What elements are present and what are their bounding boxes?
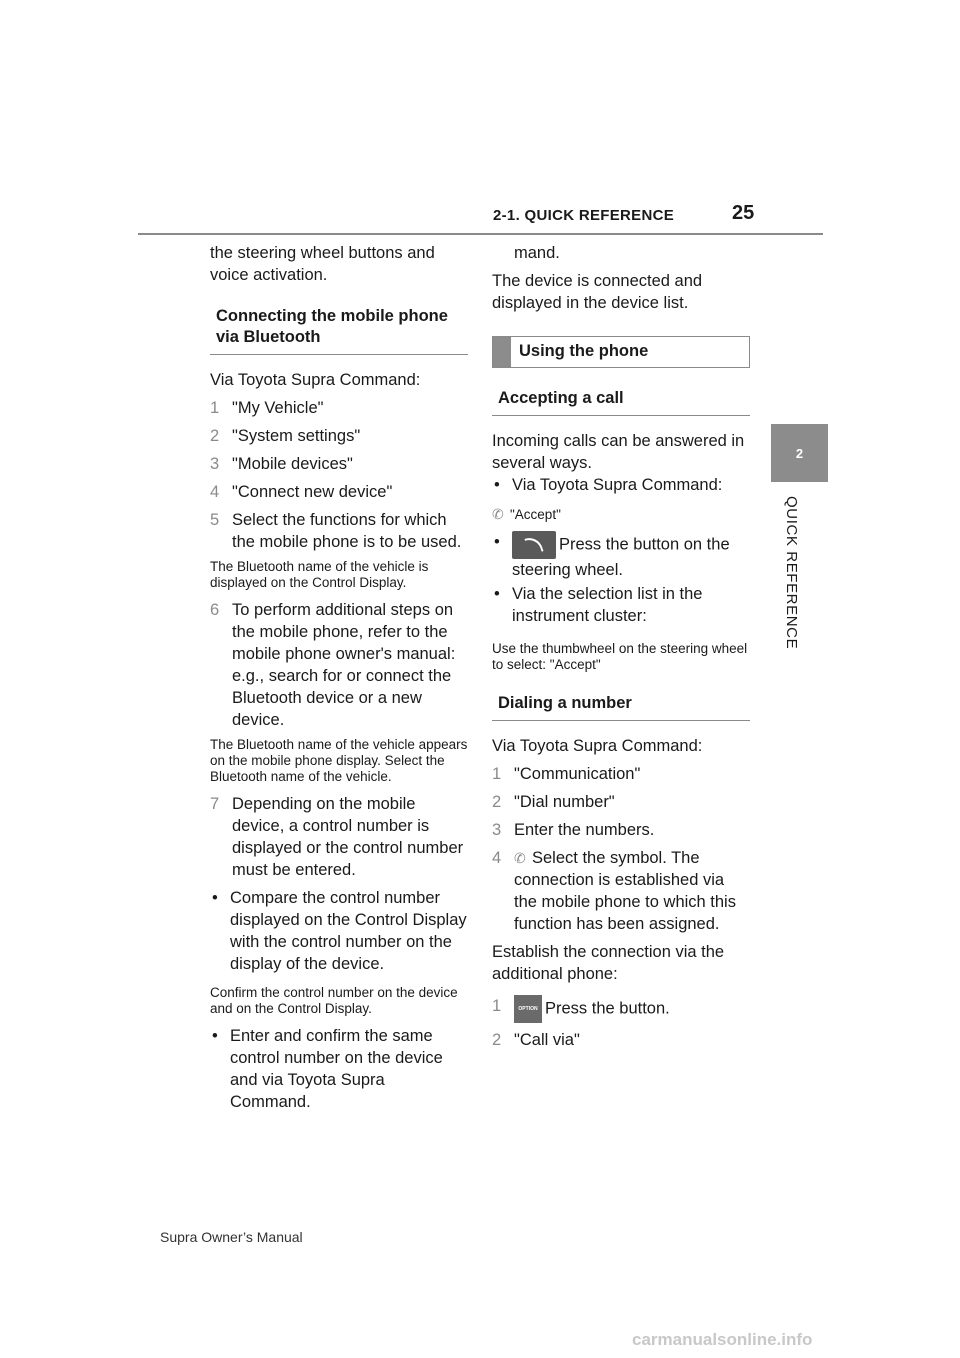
right-column [492, 242, 750, 1057]
watermark: carmanualsonline.info [632, 1330, 813, 1349]
using-phone-heading: Using the phone [519, 342, 649, 360]
accept-text: Incoming calls can be answered in several ways. [492, 432, 745, 472]
phone-icon: ✆ [514, 850, 526, 866]
section-heading-box [492, 336, 750, 368]
accept-call-heading: Accepting a call [492, 382, 750, 416]
phone-icon: ✆ [492, 506, 504, 522]
step-item: 2 "Call via" [492, 1031, 580, 1049]
chapter-side-label: QUICK REFERENCE [783, 496, 800, 650]
establish-text: Establish the connection via the additional phone: [492, 943, 725, 983]
step-item: 6 To perform additional steps on the mobile phone, refer to the mobile phone owner's manual: e.g., search for or connect the Bluetooth device or a new device. [210, 601, 456, 729]
step-item: 2 "System settings" [210, 427, 361, 445]
intro-text: the steering wheel buttons and voice activation. [210, 244, 435, 284]
bullet-item: • Press the button on the steering wheel. [494, 533, 730, 579]
heading-bar [493, 337, 511, 367]
step-item: 1 OPTION Press the button. [492, 995, 750, 1023]
step-item: 1 "Communication" [492, 765, 641, 783]
note-text: The Bluetooth name of the vehicle is displayed on the Control Display. [210, 559, 429, 590]
step-item: 1 "My Vehicle" [210, 399, 324, 417]
step-item: 4 "Connect new device" [210, 483, 393, 501]
option-button-icon: OPTION [514, 995, 542, 1023]
header-divider [138, 233, 823, 235]
note-text: Use the thumbwheel on the steering wheel to select: "Accept" [492, 641, 748, 672]
bullet-item: • Via Toyota Supra Command: [494, 476, 723, 494]
footer-text: Supra Owner’s Manual [160, 1229, 303, 1245]
via-command-text: Via Toyota Supra Command: [210, 371, 421, 389]
step-item: 4 ✆ Select the symbol. The connection is established via the mobile phone to which this function has been assigned. [492, 849, 736, 933]
bullet-item: • Compare the control number displayed on the Control Display with the control number on the display of the device. [212, 889, 467, 973]
via-command-text: Via Toyota Supra Command: [492, 737, 703, 755]
step-item: 7 Depending on the mobile device, a control number is displayed or the control number must be entered. [210, 795, 464, 879]
accept-item: ✆ "Accept" [492, 506, 561, 522]
chapter-tab: 2 [771, 424, 828, 482]
page-number: 25 [732, 202, 755, 224]
bullet-item: • Via the selection list in the instrument cluster: [494, 585, 703, 625]
note-text: The Bluetooth name of the vehicle appears on the mobile phone display. Select the Bluetooth name of the vehicle. [210, 737, 468, 784]
note-text: Confirm the control number on the device and on the Control Display. [210, 985, 458, 1016]
step-item: 3 Enter the numbers. [492, 821, 655, 839]
left-column [210, 242, 468, 1115]
step-item: 2 "Dial number" [492, 793, 615, 811]
phone-button-icon [512, 531, 556, 559]
continued-text: mand. [514, 244, 560, 262]
connected-text: The device is connected and displayed in the device list. [492, 272, 703, 312]
section-header: 2-1. QUICK REFERENCE [493, 207, 675, 224]
bullet-item: • Enter and confirm the same control number on the device and via Toyota Supra Command. [212, 1027, 443, 1111]
dial-number-heading: Dialing a number [492, 687, 750, 721]
bluetooth-heading: Connecting the mobile phone via Bluetooth [210, 300, 468, 355]
step-item: 3 "Mobile devices" [210, 455, 353, 473]
step-item: 5 Select the functions for which the mobile phone is to be used. [210, 511, 462, 551]
